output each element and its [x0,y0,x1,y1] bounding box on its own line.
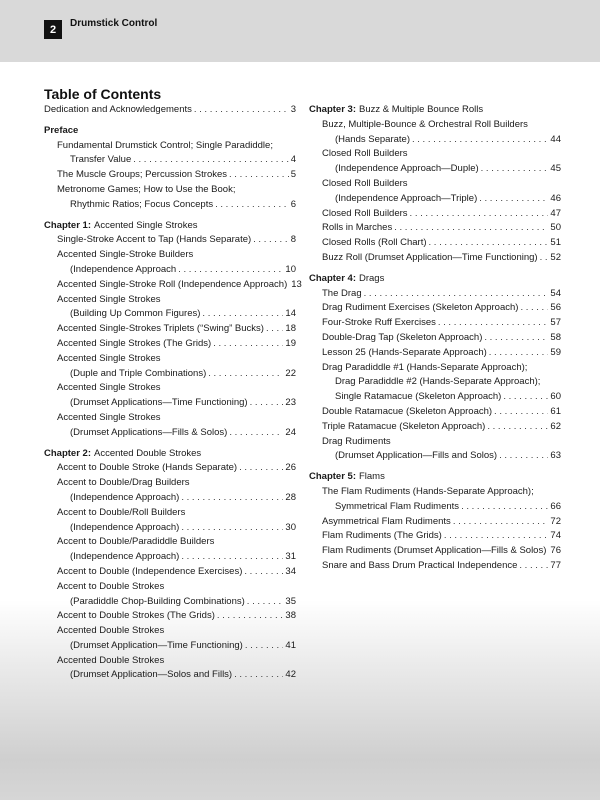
toc-entry[interactable]: Accented Single Strokes (The Grids) . . . 19 [44,337,296,352]
toc-entry-text: Buzz, Multiple-Bounce & Orchestral Roll Builders [322,118,528,130]
toc-entry[interactable]: Rolls in Marches . . . 50 [309,221,561,236]
toc-entry-text: Closed Roll Builders [322,177,408,189]
toc-entry[interactable]: Accent to Double Strokes (The Grids) . . . 38 [44,609,296,624]
toc-entry[interactable]: The Muscle Groups; Percussion Strokes . . . 5 [44,168,296,183]
chapter-heading-2: Chapter 2: Accented Double Strokes [44,447,202,459]
toc-entry[interactable]: Buzz Roll (Drumset Application—Time Functioning) . . . 52 [309,251,561,266]
toc-entry-dedication[interactable]: Dedication and Acknowledgements . . . 3 [44,103,296,118]
toc-entry-text: Accent to Double/Drag Builders [57,477,190,489]
toc-entry-text: Closed Roll Builders [322,148,408,160]
toc-entry[interactable]: Snare and Bass Drum Practical Independence . . . 77 [309,559,561,574]
toc-entry[interactable]: (Independence Approach) . . . 31 [44,550,296,565]
toc-entry[interactable]: The Drag . . . 54 [309,287,561,302]
toc-entry[interactable]: Four-Stroke Ruff Exercises . . . 57 [309,316,561,331]
toc-entry[interactable]: (Independence Approach—Duple) . . . 45 [309,162,561,177]
toc-entry-text: Drag Paradiddle #2 (Hands-Separate Approach); [335,376,541,388]
toc-entry-text: Accented Double Strokes [57,654,165,666]
toc-entry[interactable]: Asymmetrical Flam Rudiments . . . 72 [309,515,561,530]
toc-entry[interactable]: (Independence Approach) . . . 30 [44,521,296,536]
toc-entry[interactable]: (Duple and Triple Combinations) . . . 22 [44,367,296,382]
toc-entry-text: Accent to Double/Roll Builders [57,506,186,518]
toc-entry[interactable]: (Independence Approach) . . . 28 [44,491,296,506]
toc-right-column [309,103,561,574]
section-heading-preface: Preface [44,124,79,136]
toc-entry-text: Drag Paradiddle #1 (Hands-Separate Approach); [322,361,528,373]
page-title: Table of Contents [44,86,162,102]
toc-entry-text: Accent to Double Strokes [57,580,165,592]
toc-entry[interactable]: Closed Roll Builders . . . 47 [309,207,561,222]
toc-entry[interactable]: Single Ratamacue (Skeleton Approach) . . . 60 [309,390,561,405]
toc-entry-text: Accented Single Strokes [57,293,161,305]
toc-entry[interactable]: (Building Up Common Figures) . . . 14 [44,307,296,322]
toc-entry[interactable]: Accented Single-Strokes Triplets (“Swing” Bucks) . . . 18 [44,322,296,337]
toc-entry[interactable]: (Drumset Applications—Fills & Solos) . . . 24 [44,426,296,441]
toc-entry-text: Accented Double Strokes [57,625,165,637]
toc-entry[interactable]: Accented Single-Stroke Roll (Independence Approach) 13 [57,278,302,290]
toc-entry[interactable]: (Paradiddle Chop-Building Combinations) . . . 35 [44,595,296,610]
toc-entry[interactable]: Symmetrical Flam Rudiments . . . 66 [309,500,561,515]
toc-entry[interactable]: Double Ratamacue (Skeleton Approach) . . . 61 [309,405,561,420]
toc-entry[interactable]: Drag Rudiment Exercises (Skeleton Approach) . . . 56 [309,301,561,316]
toc-entry-text: Metronome Games; How to Use the Book; [57,183,236,195]
toc-entry-text: Fundamental Drumstick Control; Single Paradiddle; [57,139,273,151]
toc-entry[interactable]: Single-Stroke Accent to Tap (Hands Separate) . . . 8 [44,233,296,248]
toc-left-column [44,103,302,683]
chapter-heading-4: Chapter 4: Drags [309,272,385,284]
toc-entry[interactable]: Accent to Double Stroke (Hands Separate) . . . 26 [44,461,296,476]
running-head: Drumstick Control [70,18,158,29]
toc-entry[interactable]: Rhythmic Ratios; Focus Concepts . . . 6 [44,198,296,213]
chapter-heading-3: Chapter 3: Buzz & Multiple Bounce Rolls [309,104,484,115]
toc-entry[interactable]: (Drumset Application—Solos and Fills) . . . 42 [44,668,296,683]
toc-entry[interactable]: Closed Rolls (Roll Chart) . . . 51 [309,236,561,251]
toc-entry[interactable]: (Drumset Application—Fills and Solos) . . . 63 [309,449,561,464]
toc-entry[interactable]: (Independence Approach—Triple) . . . 46 [309,192,561,207]
toc-entry-text: Accented Single Strokes [57,411,161,423]
toc-entry-text: Accented Single Strokes [57,382,161,394]
toc-entry[interactable]: Lesson 25 (Hands-Separate Approach) . . . 59 [309,346,561,361]
toc-entry-text: Drag Rudiments [322,435,391,447]
header-band [0,0,600,62]
chapter-heading-5: Chapter 5: Flams [309,471,385,483]
toc-entry[interactable]: (Drumset Applications—Time Functioning) . . . 23 [44,396,296,411]
toc-entry[interactable]: (Drumset Application—Time Functioning) . . . 41 [44,639,296,654]
toc-entry[interactable]: (Independence Approach . . . 10 [44,263,296,278]
toc-entry-text: The Flam Rudiments (Hands-Separate Approach); [322,485,534,497]
toc-entry[interactable]: Double-Drag Tap (Skeleton Approach) . . . 58 [309,331,561,346]
toc-entry[interactable]: Transfer Value . . . 4 [44,153,296,168]
chapter-heading-1: Chapter 1: Accented Single Strokes [44,219,198,231]
toc-entry-text: Accented Single Strokes [57,352,161,364]
toc-entry-text: Accented Single-Stroke Builders [57,249,194,261]
toc-entry[interactable]: (Hands Separate) . . . 44 [309,133,561,148]
toc-entry[interactable]: Flam Rudiments (Drumset Application—Fills & Solos) . . . 76 [309,544,561,559]
toc-entry[interactable]: Triple Ratamacue (Skeleton Approach) . . . 62 [309,420,561,435]
toc-entry-text: Accent to Double/Paradiddle Builders [57,536,215,548]
toc-entry[interactable]: Accent to Double (Independence Exercises) . . . 34 [44,565,296,580]
toc-entry[interactable]: Flam Rudiments (The Grids) . . . 74 [309,529,561,544]
page-number: 2 [44,20,62,39]
